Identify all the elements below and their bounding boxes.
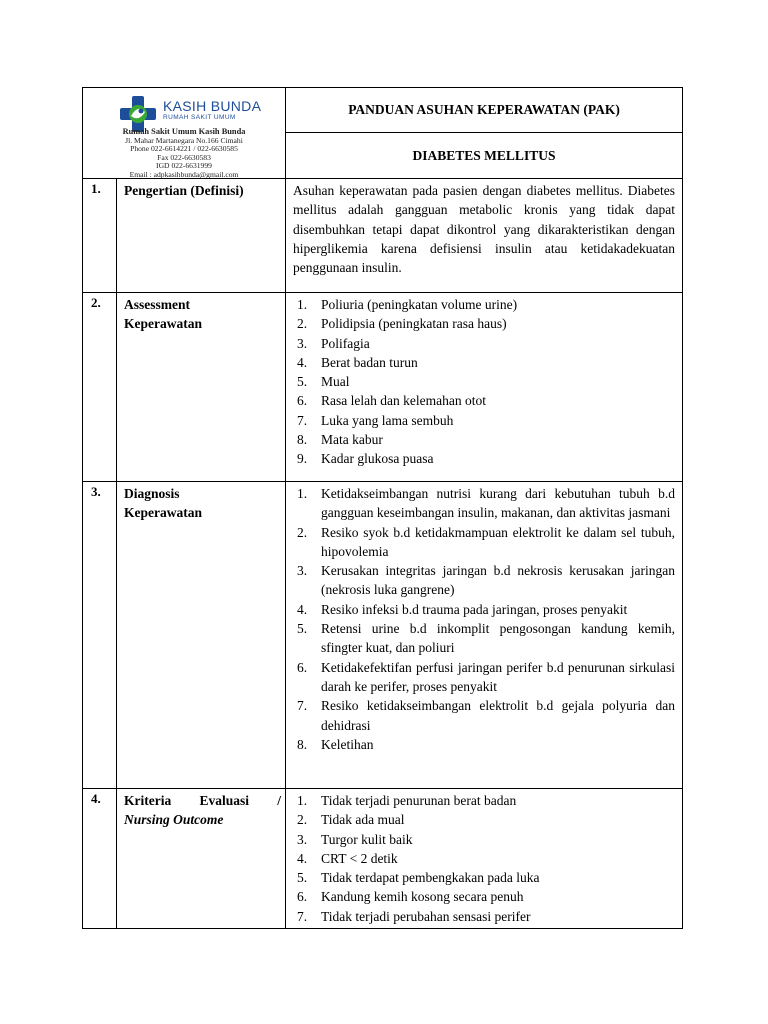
list-item (293, 353, 675, 372)
list-item-text: Ketidakseimbangan nutrisi kurang dari kebutuhan tubuh b.d gangguan keseimbangan insulin, makanan, dan aktivitas jasmani (321, 486, 675, 521)
list-item-text: Mual (321, 374, 350, 390)
list-item-number: 4. (297, 850, 308, 866)
nursing-guide-table (82, 87, 683, 929)
definition-text: Asuhan keperawatan pada pasien dengan diabetes mellitus. Diabetes mellitus adalah gangguan metabolic kronis yang tidak dapat disembuhkan tetapi dapat dikontrol yang dikarakteristikan dengan hiperglikemia karena defisiensi insulin atau ketidakadekuatan penggunaan insulin. (293, 183, 675, 276)
list-item-text: Mata kabur (321, 432, 383, 448)
list-item (293, 484, 675, 523)
list-item-number: 4. (297, 601, 308, 617)
list-item-number: 3. (297, 335, 308, 351)
section-label-line (124, 791, 281, 810)
assessment-list (293, 295, 675, 469)
list-item (293, 314, 675, 333)
list-item-text: Poliuria (peningkatan volume urine) (321, 297, 518, 312)
list-item-number: 1. (297, 486, 308, 501)
list-item (293, 449, 675, 468)
list-item-number: 2. (297, 812, 308, 828)
section-row (83, 789, 683, 929)
section-label-line: Keperawatan (124, 316, 202, 331)
list-item-text: Polidipsia (peningkatan rasa haus) (321, 316, 507, 332)
list-item-text: Kandung kemih kosong secara penuh (321, 889, 524, 905)
list-item-number: 8. (297, 432, 308, 448)
list-item-number: 4. (297, 354, 308, 370)
document-subtitle: DIABETES MELLITUS (286, 133, 683, 179)
list-item-number: 1. (297, 793, 308, 808)
section-label-line: Diagnosis (124, 486, 180, 501)
list-item (293, 523, 675, 562)
list-item-text: Ketidakefektifan perfusi jaringan perifer b.d penurunan sirkulasi darah ke perifer, proses penyakit (321, 659, 675, 694)
list-item-number: 5. (297, 870, 308, 886)
list-item-number: 1. (297, 297, 308, 312)
list-item-number: 6. (297, 889, 308, 905)
logo-tagline: RUMAH SAKIT UMUM (163, 114, 236, 121)
list-item-text: Tidak terdapat pembengkakan pada luka (321, 870, 540, 886)
list-item-text: Resiko ketidakseimbangan elektrolit b.d gejala polyuria dan dehidrasi (321, 698, 675, 733)
list-item-number: 9. (297, 451, 308, 467)
list-item-text: CRT < 2 detik (321, 850, 398, 866)
hospital-address: Jl. Mahar Martanegara No.166 Cimahi (125, 135, 243, 145)
list-item-text: Kadar glukosa puasa (321, 451, 434, 467)
hospital-fax: Fax 022-6630583 (157, 152, 211, 162)
list-item (293, 810, 675, 829)
logo-name: KASIH BUNDA (163, 98, 262, 114)
list-item (293, 430, 675, 449)
list-item-text: Retensi urine b.d inkomplit pengosongan kandung kemih, sfingter kuat, dan poliuri (321, 621, 675, 656)
list-item-number: 6. (297, 393, 308, 409)
list-item-text: Resiko syok b.d ketidakmampuan elektrolit ke dalam sel tubuh, hipovolemia (321, 524, 675, 559)
list-item (293, 658, 675, 697)
list-item-text: Rasa lelah dan kelemahan otot (321, 393, 486, 409)
section-row (83, 293, 683, 482)
list-item-text: Tidak ada mual (321, 812, 405, 828)
section-number: 3. (83, 482, 117, 789)
list-item-number: 3. (297, 563, 308, 579)
list-item-text: Keletihan (321, 736, 374, 752)
list-item (293, 791, 675, 810)
list-item (293, 334, 675, 353)
list-item-text: Luka yang lama sembuh (321, 412, 454, 428)
list-item-text: Tidak terjadi penurunan berat badan (321, 793, 517, 808)
list-item (293, 391, 675, 410)
list-item-number: 7. (297, 698, 308, 714)
list-item-text: Berat badan turun (321, 354, 418, 370)
list-item-number: 5. (297, 621, 308, 637)
assessment-cell (286, 293, 683, 482)
list-item (293, 849, 675, 868)
section-number: 2. (83, 293, 117, 482)
section-label-line: Nursing Outcome (124, 812, 224, 827)
section-label (117, 482, 286, 789)
hospital-email: Email : adpkasihbunda@gmail.com (129, 169, 239, 179)
section-number: 1. (83, 179, 117, 293)
diagnosis-list (293, 484, 675, 754)
list-item (293, 696, 675, 735)
section-label: Pengertian (Definisi) (117, 179, 286, 293)
list-item-number: 7. (297, 412, 308, 428)
list-item-number: 3. (297, 831, 308, 847)
hospital-phone: Phone 022-6614221 / 022-6630585 (130, 144, 238, 153)
hospital-igd: IGD 022-6631999 (156, 161, 212, 170)
document-title: PANDUAN ASUHAN KEPERAWATAN (PAK) (286, 88, 683, 133)
list-item (293, 868, 675, 887)
list-item (293, 372, 675, 391)
list-item (293, 411, 675, 430)
list-item (293, 907, 675, 926)
section-label (117, 293, 286, 482)
outcome-cell (286, 789, 683, 929)
list-item (293, 619, 675, 658)
list-item (293, 561, 675, 600)
definition-cell (286, 179, 683, 293)
list-item-text: Resiko infeksi b.d trauma pada jaringan, proses penyakit (321, 601, 628, 617)
list-item-number: 5. (297, 374, 308, 390)
list-item-text: Kerusakan integritas jaringan b.d nekrosis kerusakan jaringan (nekrosis luka gangrene) (321, 563, 675, 598)
list-item-text: Polifagia (321, 335, 370, 351)
list-item (293, 830, 675, 849)
hospital-contact-info (83, 128, 285, 179)
list-item-text: Tidak terjadi perubahan sensasi perifer (321, 908, 531, 924)
section-row (83, 482, 683, 789)
label-word: Evaluasi (199, 793, 249, 808)
list-item (293, 295, 675, 314)
list-item-number: 2. (297, 316, 308, 332)
diagnosis-cell (286, 482, 683, 789)
list-item (293, 735, 675, 754)
section-label (117, 789, 286, 929)
hospital-name: Rumah Sakit Umum Kasih Bunda (122, 127, 246, 136)
label-word: Kriteria (124, 793, 172, 808)
list-item-text: Turgor kulit baik (321, 831, 413, 847)
section-label-line: Keperawatan (124, 505, 202, 520)
list-item (293, 887, 675, 906)
list-item-number: 2. (297, 524, 308, 540)
section-row (83, 179, 683, 293)
list-item-number: 6. (297, 659, 308, 675)
section-label-line: Assessment (124, 297, 190, 312)
list-item-number: 8. (297, 736, 308, 752)
section-number: 4. (83, 789, 117, 929)
list-item-number: 7. (297, 908, 308, 924)
hospital-logo-block (83, 88, 286, 179)
list-item (293, 600, 675, 619)
label-word: / (277, 793, 281, 808)
outcome-list (293, 791, 675, 926)
